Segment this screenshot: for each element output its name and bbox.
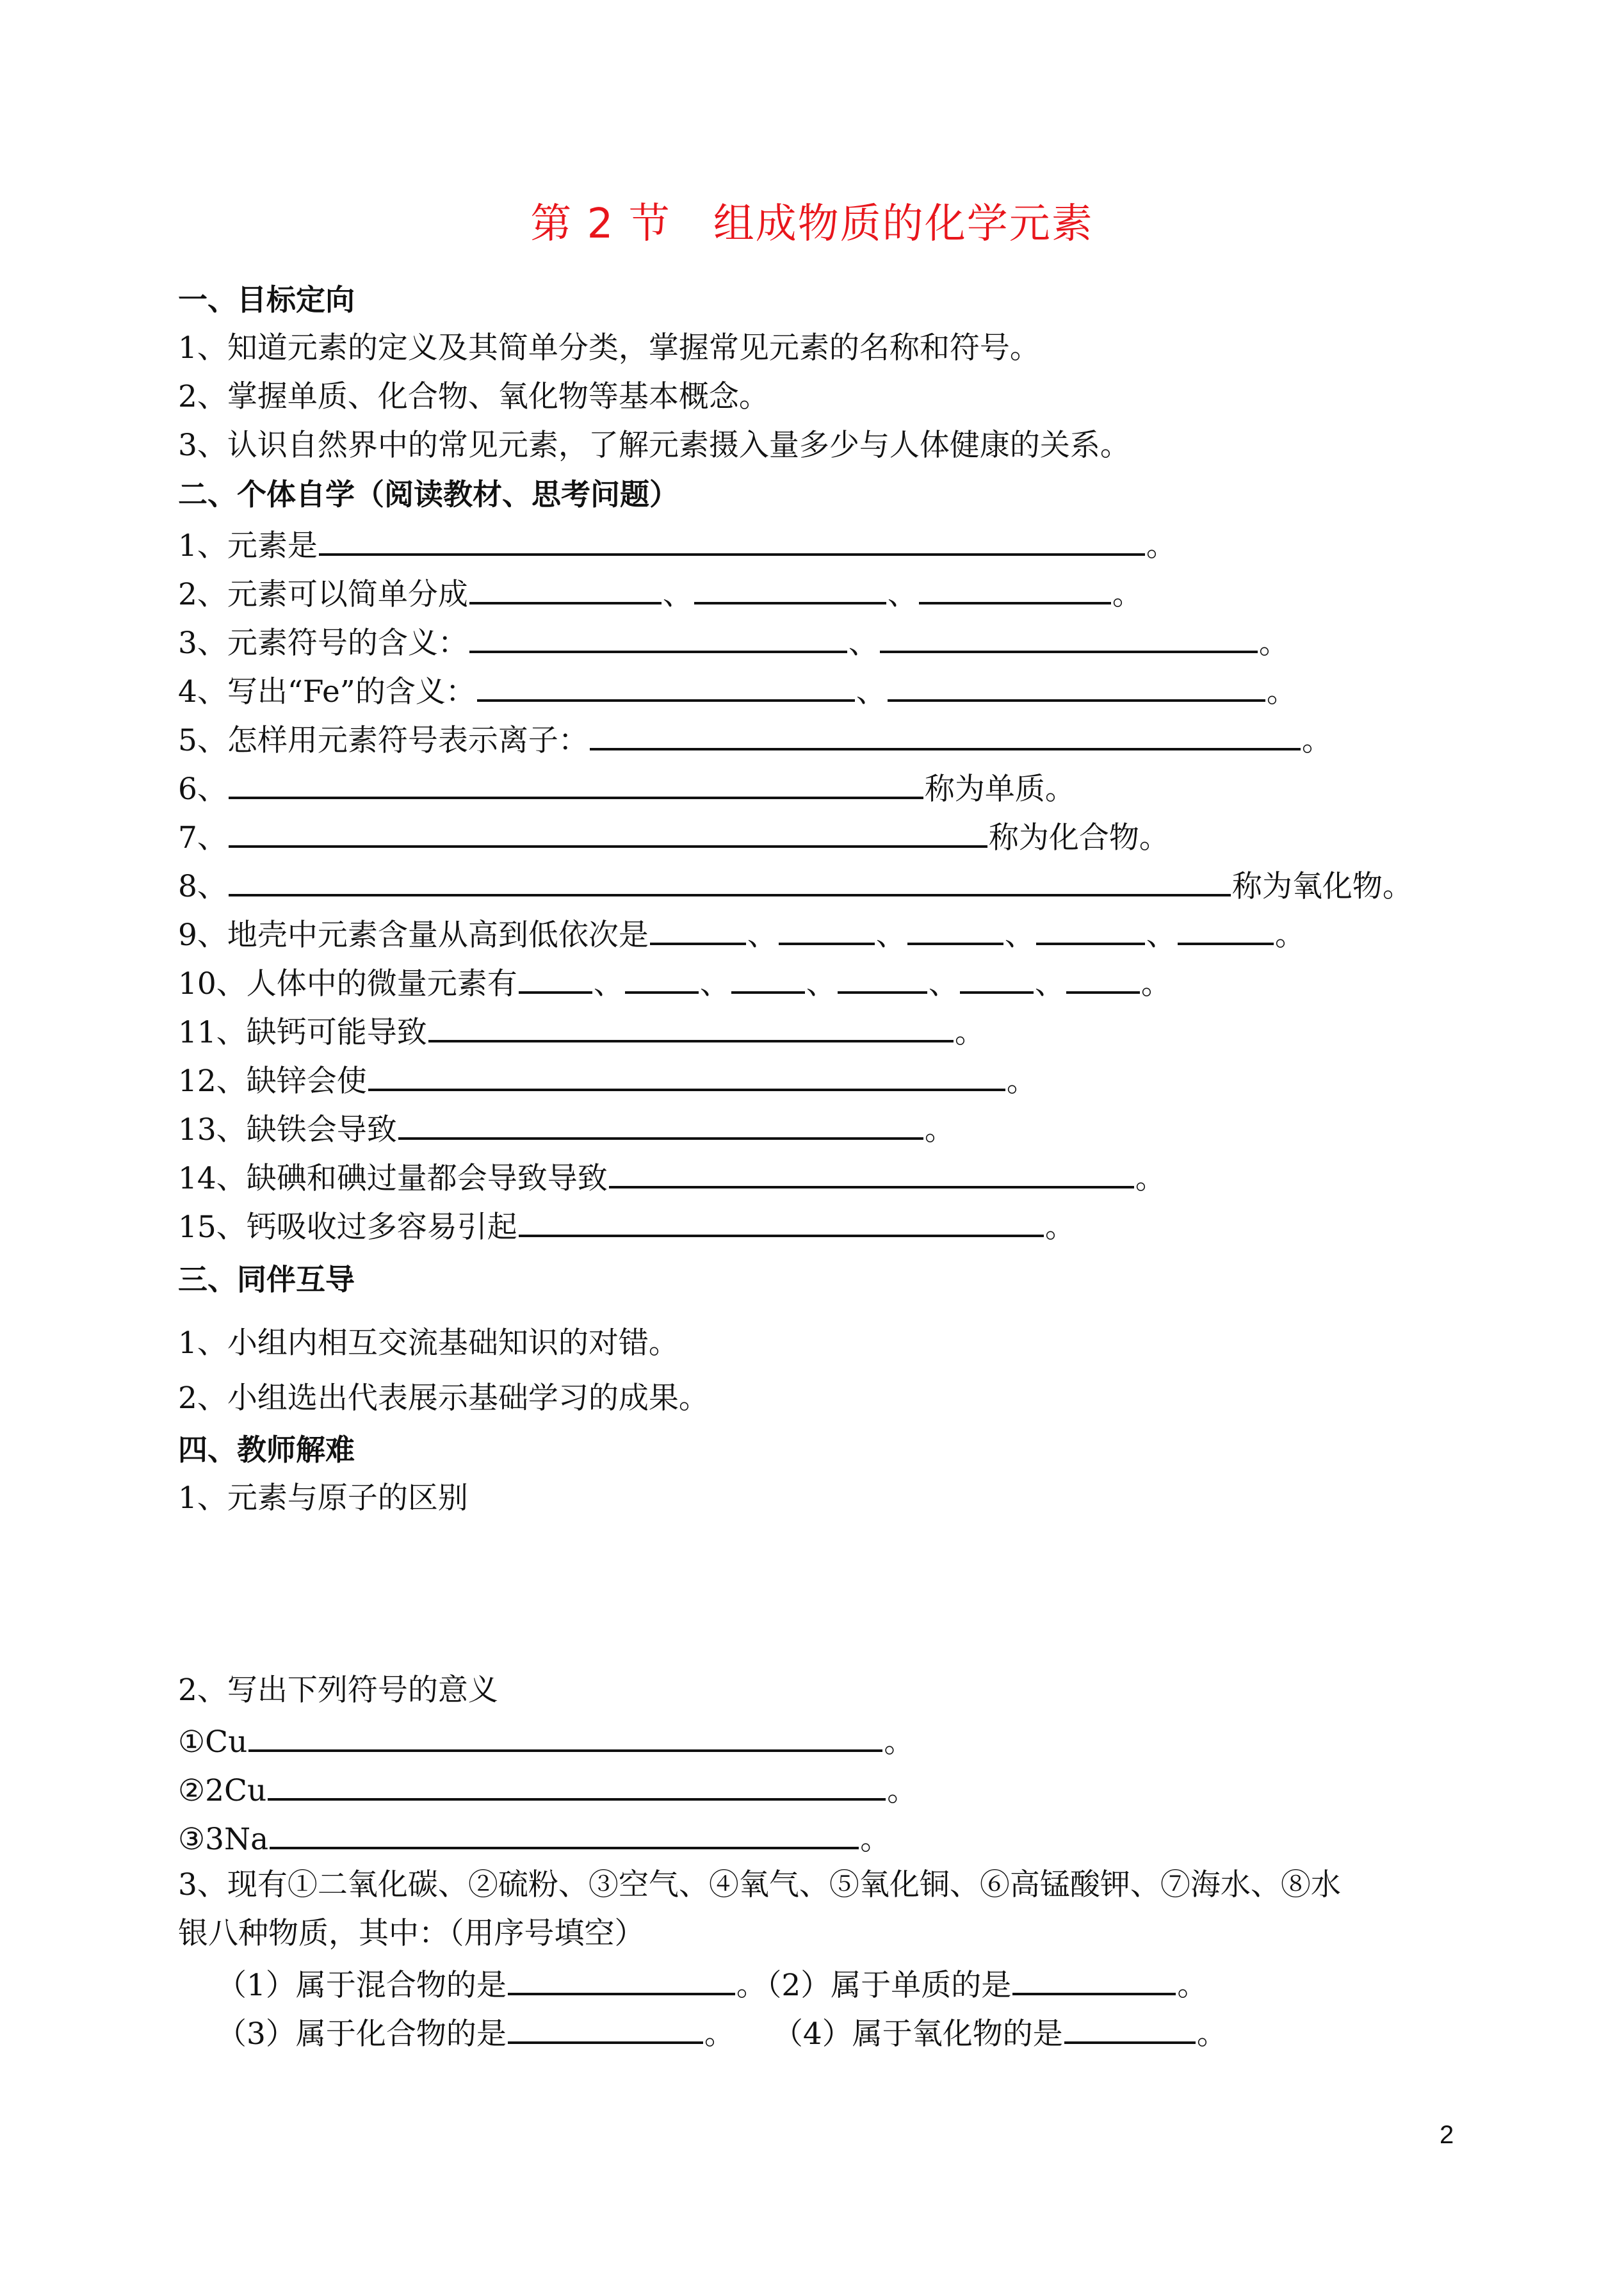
comma: 、	[1004, 918, 1035, 953]
answer-blank[interactable]	[398, 1108, 923, 1140]
question-15	[178, 1205, 1075, 1247]
answer-blank[interactable]	[248, 1720, 882, 1752]
period: 。	[954, 1015, 985, 1050]
comma: 、	[856, 674, 886, 710]
question-number: 7、	[178, 820, 227, 856]
period: 。	[1274, 918, 1305, 953]
comma: 、	[928, 966, 959, 1002]
question-text: 称为氧化物。	[1231, 869, 1413, 904]
question-13	[178, 1108, 955, 1149]
answer-blank[interactable]	[919, 572, 1111, 604]
answer-blank[interactable]	[1012, 1963, 1176, 1995]
question-12	[178, 1059, 1037, 1101]
answer-blank[interactable]	[960, 962, 1034, 994]
symbol-label: ①Cu	[178, 1724, 248, 1760]
question-text: 5、怎样用元素符号表示离子：	[178, 723, 589, 758]
comma: 、	[806, 966, 836, 1002]
goal-item-3: 3、认识自然界中的常见元素，了解元素摄入量多少与人体健康的关系。	[178, 428, 1130, 463]
question-8	[178, 864, 1413, 906]
question-1	[178, 524, 1176, 565]
question-text: 4、写出“Fe”的含义：	[178, 674, 476, 710]
question-4	[178, 670, 1297, 711]
period: 。	[887, 1773, 918, 1808]
comma: 、	[848, 626, 879, 661]
question-number: 8、	[178, 869, 227, 904]
peer-item-2: 2、小组选出代表展示基础学习的成果。	[178, 1381, 709, 1416]
page-title: 第 2 节 组成物质的化学元素	[530, 200, 1094, 248]
question-number: 6、	[178, 772, 227, 807]
period: 。	[1006, 1064, 1037, 1099]
question-text: 11、缺钙可能导致	[178, 1015, 427, 1050]
question-7	[178, 816, 1169, 857]
period: 。	[1112, 577, 1142, 612]
question-text: 1、元素是	[178, 528, 318, 564]
comma: 、	[887, 577, 918, 612]
classify-row-1	[216, 1963, 1207, 2005]
symbol-line-2	[178, 1769, 917, 1810]
symbol-line-3	[178, 1817, 890, 1859]
question-11	[178, 1010, 985, 1052]
goal-item-1: 1、知道元素的定义及其简单分类，掌握常见元素的名称和符号。	[178, 330, 1040, 366]
teacher-question-3-line-1: 3、现有①二氧化碳、②硫粉、③空气、④氧气、⑤氧化铜、⑥高锰酸钾、⑦海水、⑧水	[178, 1867, 1341, 1902]
period: 。	[1266, 674, 1297, 710]
period: 。	[1141, 966, 1171, 1002]
teacher-question-2: 2、写出下列符号的意义	[178, 1673, 498, 1708]
question-text: （1）属于混合物的是	[216, 1968, 507, 2003]
question-9	[178, 913, 1305, 955]
answer-blank[interactable]	[838, 962, 927, 994]
period: 。	[736, 1968, 767, 2003]
period: 。	[704, 2016, 735, 2052]
comma: 、	[593, 966, 624, 1002]
teacher-question-1: 1、元素与原子的区别	[178, 1480, 468, 1516]
answer-blank[interactable]	[229, 767, 923, 799]
answer-blank[interactable]	[469, 621, 847, 653]
period: 。	[1196, 2016, 1227, 2052]
answer-blank[interactable]	[519, 962, 592, 994]
question-10	[178, 962, 1171, 1003]
period: 。	[1258, 626, 1289, 661]
question-5	[178, 718, 1332, 760]
answer-blank[interactable]	[477, 670, 855, 702]
answer-blank[interactable]	[469, 572, 662, 604]
comma: 、	[1146, 918, 1176, 953]
question-text: 2、元素可以简单分成	[178, 577, 468, 612]
question-text: 14、缺碘和碘过量都会导致导致	[178, 1161, 608, 1196]
section-heading-goals: 一、目标定向	[178, 282, 355, 317]
question-6	[178, 767, 1075, 809]
answer-blank[interactable]	[609, 1156, 1134, 1188]
peer-item-1: 1、小组内相互交流基础知识的对错。	[178, 1326, 679, 1361]
period: 。	[860, 1822, 891, 1857]
answer-blank[interactable]	[1064, 2012, 1196, 2044]
period: 。	[1146, 528, 1176, 564]
symbol-label: ②2Cu	[178, 1773, 267, 1808]
question-text: （4）属于氧化物的是	[772, 2016, 1063, 2052]
answer-blank[interactable]	[519, 1205, 1044, 1237]
period: 。	[1177, 1968, 1208, 2003]
goal-item-2: 2、掌握单质、化合物、氧化物等基本概念。	[178, 379, 769, 414]
question-text: 9、地壳中元素含量从高到低依次是	[178, 918, 649, 953]
classify-row-2	[216, 2012, 1227, 2054]
answer-blank[interactable]	[694, 572, 886, 604]
answer-blank[interactable]	[1036, 913, 1145, 945]
period: 。	[1301, 723, 1332, 758]
answer-blank[interactable]	[268, 1769, 886, 1801]
answer-blank[interactable]	[650, 913, 746, 945]
answer-blank[interactable]	[229, 816, 987, 848]
section-heading-self-study: 二、个体自学（阅读教材、思考问题）	[178, 477, 679, 512]
comma: 、	[699, 966, 730, 1002]
comma: 、	[747, 918, 777, 953]
comma: 、	[1034, 966, 1065, 1002]
answer-blank[interactable]	[590, 718, 1301, 750]
answer-blank[interactable]	[1178, 913, 1274, 945]
question-text: （2）属于单质的是	[766, 1968, 1012, 2003]
answer-blank[interactable]	[779, 913, 875, 945]
answer-blank[interactable]	[508, 1963, 735, 1995]
answer-blank[interactable]	[229, 864, 1231, 896]
question-text: 称为单质。	[924, 772, 1075, 807]
answer-blank[interactable]	[428, 1010, 954, 1042]
section-heading-peer: 三、同伴互导	[178, 1262, 355, 1297]
answer-blank[interactable]	[508, 2012, 703, 2044]
period: 。	[1135, 1161, 1165, 1196]
answer-blank[interactable]	[270, 1817, 859, 1849]
answer-blank[interactable]	[731, 962, 805, 994]
comma: 、	[662, 577, 693, 612]
question-text: 称为化合物。	[988, 820, 1169, 856]
question-text: 3、元素符号的含义：	[178, 626, 468, 661]
question-text: 13、缺铁会导致	[178, 1112, 397, 1148]
answer-blank[interactable]	[625, 962, 699, 994]
question-text: 10、人体中的微量元素有	[178, 966, 517, 1002]
symbol-label: ③3Na	[178, 1822, 269, 1857]
answer-blank[interactable]	[1066, 962, 1140, 994]
question-2	[178, 572, 1142, 614]
answer-blank[interactable]	[888, 670, 1265, 702]
answer-blank[interactable]	[907, 913, 1003, 945]
answer-blank[interactable]	[319, 524, 1145, 556]
comma: 、	[875, 918, 906, 953]
question-text: （3）属于化合物的是	[216, 2016, 507, 2052]
section-heading-teacher: 四、教师解难	[178, 1432, 355, 1467]
period: 。	[1044, 1210, 1075, 1245]
symbol-line-1	[178, 1720, 914, 1762]
answer-blank[interactable]	[368, 1059, 1005, 1091]
answer-blank[interactable]	[880, 621, 1258, 653]
question-3	[178, 621, 1289, 663]
question-text: 15、钙吸收过多容易引起	[178, 1210, 517, 1245]
period: 。	[884, 1724, 914, 1760]
question-14	[178, 1156, 1165, 1198]
period: 。	[924, 1112, 955, 1148]
page-number: 2	[1440, 2121, 1454, 2149]
teacher-question-3-line-2: 银八种物质，其中：（用序号填空）	[178, 1916, 645, 1951]
question-text: 12、缺锌会使	[178, 1064, 367, 1099]
